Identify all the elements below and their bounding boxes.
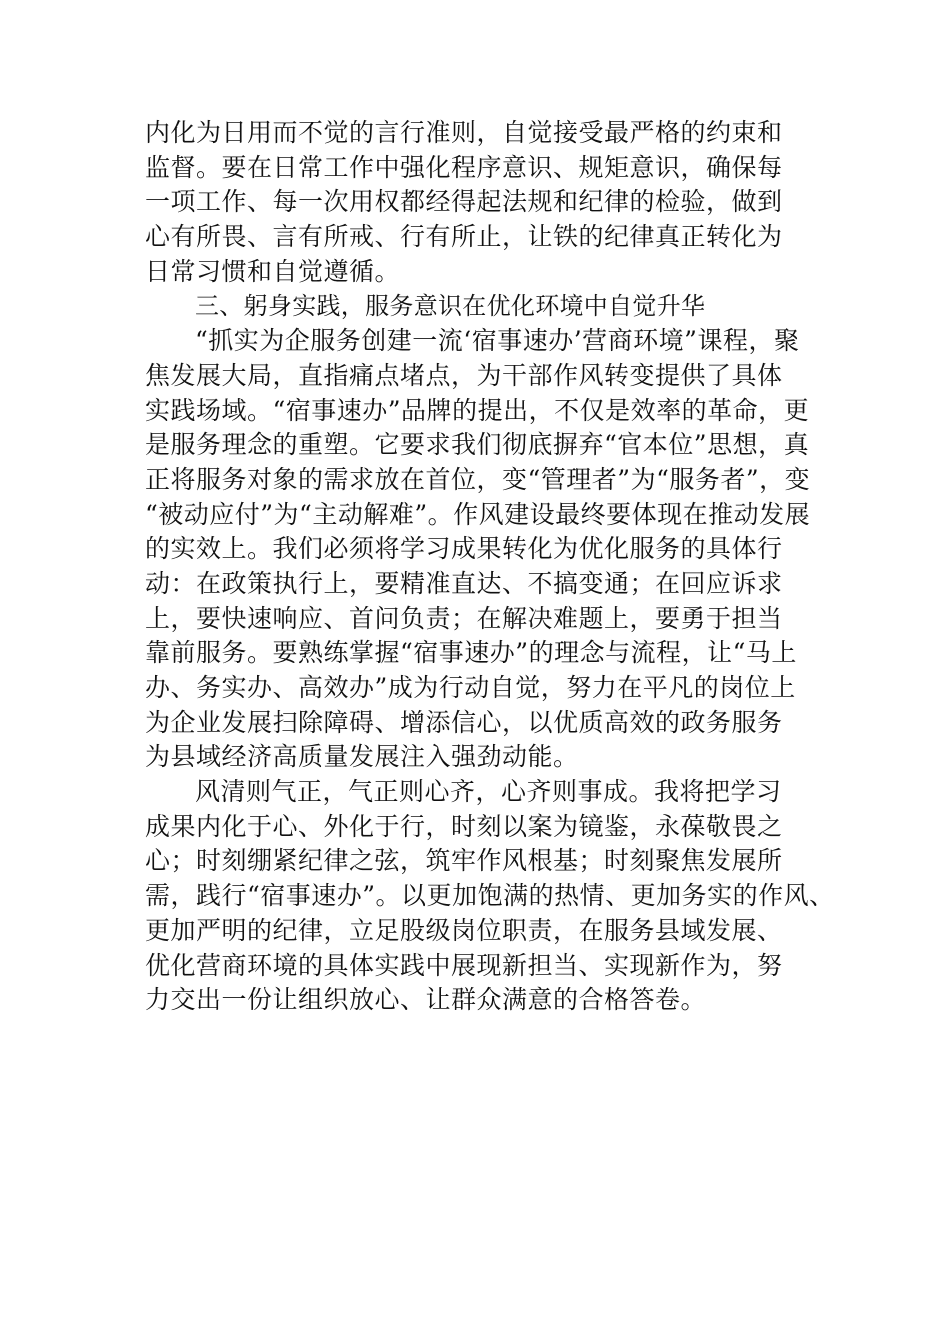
paragraph-first-line: 风清则气正，气正则心齐，心齐则事成。我将把学习 — [195, 777, 782, 807]
text-line: 力交出一份让组织放心、让群众满意的合格答卷。 — [145, 985, 707, 1015]
section-heading: 三、躬身实践，服务意识在优化环境中自觉升华 — [195, 292, 706, 321]
text-line: 监督。要在日常工作中强化程序意识、规矩意识，确保每 — [145, 152, 783, 182]
text-line: 是服务理念的重塑。它要求我们彻底摒弃“官本位”思想，真 — [145, 430, 810, 460]
text-line: 成果内化于心、外化于行，时刻以案为镜鉴，永葆敬畏之 — [145, 811, 783, 841]
text-line: 为企业发展扫除障碍、增添信心，以优质高效的政务服务 — [145, 707, 783, 737]
text-line: 心；时刻绷紧纪律之弦，筑牢作风根基；时刻聚焦发展所 — [145, 846, 783, 876]
paragraph-first-line: “抓实为企服务创建一流‘宿事速办’营商环境”课程，聚 — [195, 326, 800, 356]
text-line: 正将服务对象的需求放在首位，变“管理者”为“服务者”，变 — [145, 464, 811, 494]
text-line: “被动应付”为“主动解难”。作风建设最终要体现在推动发展 — [145, 499, 811, 529]
text-line: 优化营商环境的具体实践中展现新担当、实现新作为，努 — [145, 950, 783, 980]
text-line: 更加严明的纪律，立足股级岗位职责，在服务县域发展、 — [145, 915, 783, 945]
text-line: 的实效上。我们必须将学习成果转化为优化服务的具体行 — [145, 534, 783, 564]
text-line: 内化为日用而不觉的言行准则，自觉接受最严格的约束和 — [145, 118, 783, 147]
text-line: 需，践行“宿事速办”。以更加饱满的热情、更加务实的作风、 — [145, 881, 835, 911]
text-line: 焦发展大局，直指痛点堵点，为干部作风转变提供了具体 — [145, 360, 783, 390]
text-line: 心有所畏、言有所戒、行有所止，让铁的纪律真正转化为 — [145, 222, 783, 252]
text-line: 办、务实办、高效办”成为行动自觉，努力在平凡的岗位上 — [145, 673, 796, 702]
text-line: 上，要快速响应、首问负责；在解决难题上，要勇于担当 — [145, 603, 783, 633]
document-body — [145, 116, 835, 1018]
text-line: 一项工作、每一次用权都经得起法规和纪律的检验，做到 — [145, 187, 783, 217]
text-line: 日常习惯和自觉遵循。 — [145, 256, 401, 286]
text-line: 靠前服务。要熟练掌握“宿事速办”的理念与流程，让“马上 — [145, 638, 797, 668]
text-line: 为县域经济高质量发展注入强劲动能。 — [145, 742, 579, 772]
text-line: 动：在政策执行上，要精准直达、不搞变通；在回应诉求 — [145, 568, 783, 598]
text-line: 实践场域。“宿事速办”品牌的提出，不仅是效率的革命，更 — [145, 395, 810, 425]
